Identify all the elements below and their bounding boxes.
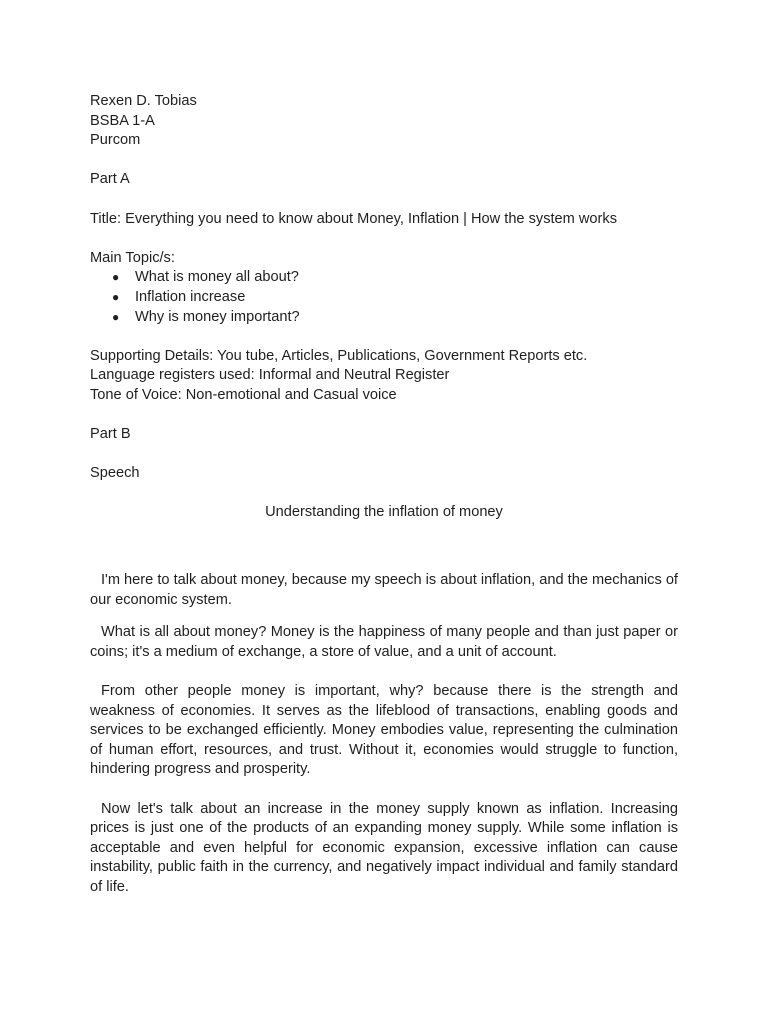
tone-of-voice: Tone of Voice: Non-emotional and Casual voice — [90, 386, 397, 403]
main-topics-list — [90, 268, 678, 327]
speech-paragraph: Now let's talk about an increase in the money supply known as inflation. Increasing prices is just one of the products of an expanding money supply. While some inflation is acceptable and even helpful for economic expansion, excessive inflation can cause instability, public faith in the currency, and negatively impact individual and family standard of life. — [90, 800, 678, 895]
speech-paragraph: I'm here to talk about money, because my speech is about inflation, and the mechanics of our economic system. — [90, 572, 678, 608]
bullet-icon: ● — [112, 270, 120, 285]
speech-paragraph: What is all about money? Money is the happiness of many people and than just paper or coins; it's a medium of exchange, a store of value, and a unit of account. — [90, 624, 678, 660]
topic-text: Why is money important? — [135, 308, 300, 325]
list-item — [90, 268, 678, 288]
document-title: Title: Everything you need to know about Money, Inflation | How the system works — [90, 210, 617, 227]
supporting-details: Supporting Details: You tube, Articles, Publications, Government Reports etc. — [90, 347, 588, 364]
speech-label: Speech — [90, 465, 140, 482]
document-page — [90, 92, 678, 898]
bullet-icon: ● — [112, 289, 120, 304]
list-item — [90, 308, 678, 328]
part-b-heading: Part B — [90, 426, 131, 443]
author-name: Rexen D. Tobias — [90, 93, 197, 109]
main-topics-label: Main Topic/s: — [90, 249, 175, 266]
topic-text: What is money all about? — [135, 269, 299, 286]
language-registers: Language registers used: Informal and Neutral Register — [90, 367, 450, 384]
list-item — [90, 288, 678, 308]
subject-name: Purcom — [90, 132, 141, 149]
bullet-icon: ● — [112, 309, 120, 324]
speech-paragraph: From other people money is important, why? because there is the strength and weakness of economies. It serves as the lifeblood of transactions, enabling goods and services to be exchanged efficiently. Money embodies value, representing the culmination of human effort, resources, and trust. Without it, economies would struggle to function, hindering progress and prosperity. — [90, 683, 678, 778]
course-section: BSBA 1-A — [90, 112, 155, 129]
part-a-heading: Part A — [90, 171, 130, 188]
topic-text: Inflation increase — [135, 288, 246, 305]
speech-title: Understanding the inflation of money — [265, 504, 503, 521]
